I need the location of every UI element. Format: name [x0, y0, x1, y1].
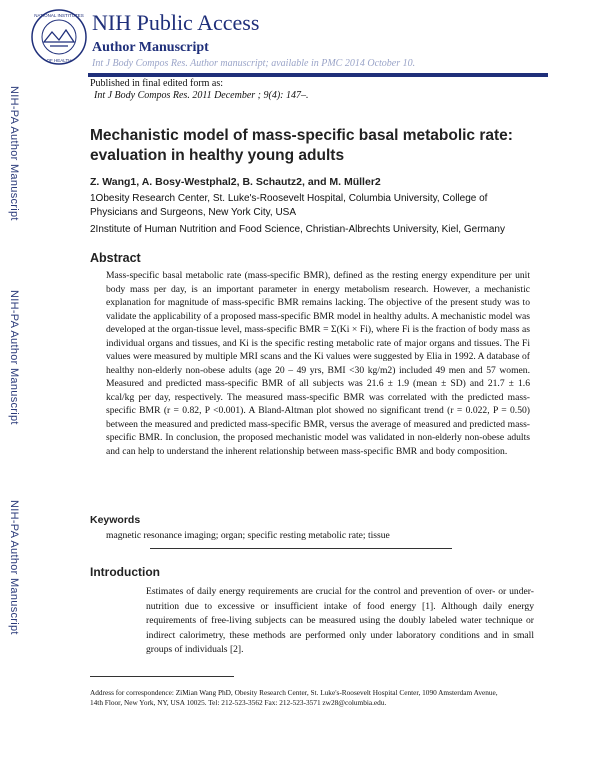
svg-text:NATIONAL INSTITUTES: NATIONAL INSTITUTES	[34, 13, 84, 18]
side-label-top: NIH-PA Author Manuscript	[8, 86, 20, 221]
header-rule	[88, 73, 548, 77]
publication-info	[90, 78, 308, 102]
keywords-text: magnetic resonance imaging; organ; specific resting metabolic rate; tissue	[106, 530, 390, 541]
keywords-heading: Keywords	[90, 514, 141, 526]
citation-line: Int J Body Compos Res. 2011 December ; 9(4): 147–.	[94, 90, 309, 101]
introduction-heading: Introduction	[90, 565, 160, 579]
affiliation-1: 1Obesity Research Center, St. Luke's-Roosevelt Hospital, Columbia University, College of Physicians and Surgeons, New York City, USA	[90, 193, 488, 218]
introduction-body: Estimates of daily energy requirements are crucial for the control and prevention of over- or under-nutrition due to excessive or insufficient intake of food energy [1]. Although daily energy requirements of free-living subjects can be measured using the doubly labeled water technique or indirect calorimetry, these methods are performed only under laboratory conditions and in small groups of individuals [2].	[146, 586, 534, 655]
footnote-divider	[90, 676, 234, 677]
side-label-bottom: NIH-PA Author Manuscript	[8, 500, 20, 635]
correspondence-footnote: Address for correspondence: ZiMian Wang PhD, Obesity Research Center, St. Luke's-Roosevelt Hospital Center, 1090 Amsterdam Avenue, 14th Floor, New York, NY, USA 10025. Tel: 212-523-3562 Fax: 212-523-3571 zw28@columbia.edu.	[90, 688, 498, 707]
abstract-body: Mass-specific basal metabolic rate (mass-specific BMR), defined as the resting energy expenditure per unit body mass per day, is an important parameter in energy metabolism research. However, a mechanistic explanation for magnitude of mass-specific BMR remains lacking. The objective of the present study was to validate the applicability of a proposed mass-specific BMR model in healthy adults. A mechanistic model was developed at the organ-tissue level, mass-specific BMR = Σ(Ki × Fi), where Fi is the fraction of body mass as individual organs and tissues, and Ki is the specific resting metabolic rate of major organs and tissues. The Fi values were measured by multiple MRI scans and the Ki values were suggested by Elia in 1992. A database of healthy non-elderly non-obese adults (age 20 – 49 yrs, BMI <30 kg/m2) included 49 men and 57 women. Measured and predicted mass-specific BMR of all subjects was 21.6 ± 1.9 (mean ± SD) and 21.7 ± 1.6 kcal/kg per day, respectively. The measured mass-specific BMR was correlated with the predicted mass-specific BMR (r = 0.82, P <0.001). A Bland-Altman plot showed no significant trend (r = 0.022, P = 0.50) between the measured and predicted mass-specific BMR, versus the average of measured and predicted mass-specific BMR. In conclusion, the proposed mechanistic model was validated in non-elderly non-obese adults and can help to understand the inherent relationship between mass-specific BMR and body composition.	[106, 270, 530, 457]
affiliation-2: 2Institute of Human Nutrition and Food Science, Christian-Albrechts University, Kiel, Germany	[90, 224, 505, 235]
article-title: Mechanistic model of mass-specific basal metabolic rate: evaluation in healthy young adults	[90, 127, 513, 164]
published-label: Published in final edited form as:	[90, 78, 224, 89]
side-label-middle: NIH-PA Author Manuscript	[8, 290, 20, 425]
svg-text:OF HEALTH: OF HEALTH	[46, 58, 72, 63]
abstract-heading: Abstract	[90, 251, 141, 265]
keywords-divider	[150, 548, 452, 549]
journal-availability-line: Int J Body Compos Res. Author manuscript; available in PMC 2014 October 10.	[92, 58, 416, 69]
header-title: NIH Public Access	[92, 10, 260, 35]
author-list: Z. Wang1, A. Bosy-Westphal2, B. Schautz2, and M. Müller2	[90, 176, 381, 188]
nih-seal-icon	[30, 8, 88, 66]
nih-logo	[30, 8, 88, 66]
header-subtitle: Author Manuscript	[92, 40, 209, 55]
